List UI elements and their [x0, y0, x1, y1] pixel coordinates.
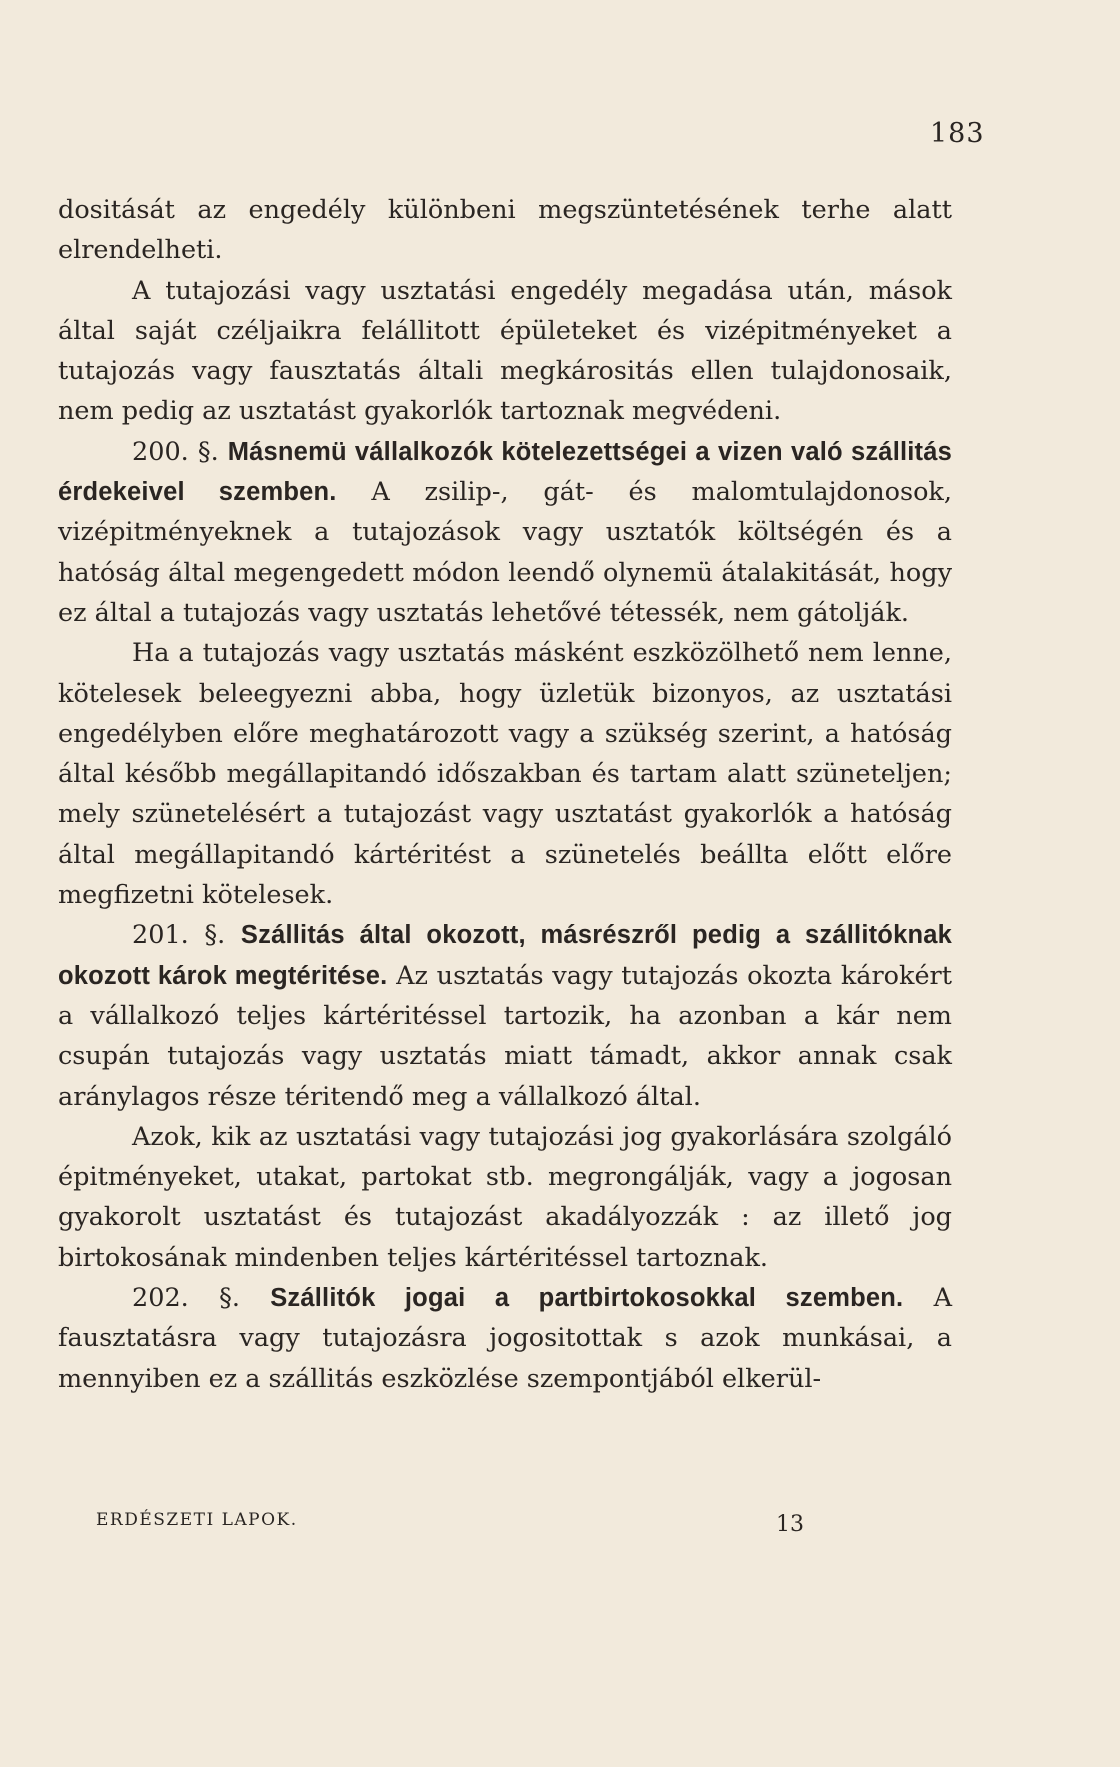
section-sign: §. — [204, 920, 226, 951]
section-paragraph: 200. §. Másnemü vállalkozók kötelezettségei a vizen való szállitás érdekeivel szemben. A zsilip-, gát- és malomtulajdonosok, vizépitményeknek a tutajozások vagy usztatók költségén és a hatóság által megengedett módon leendő olynemü átalakitását, hogy ez által a tutajozás vagy usztatás lehetővé tétessék, nem gátolják. — [58, 436, 953, 628]
section-heading: Másnemü vállalkozók kötelezettségei a vizen való szállitás érdekeivel szemben. — [58, 437, 953, 507]
section-number: 202. — [132, 1283, 189, 1314]
section-paragraph: 201. §. Szállitás által okozott, másrészről pedig a szállitóknak okozott károk megtéritése. Az usztatás vagy tutajozás okozta károkért a vállalkozó teljes kártéritéssel tartozik, ha azonban a kár nem csupán tutajozás vagy usztatás miatt támadt, akkor annak csak aránylagos része téritendő meg a vállalkozó által. — [58, 920, 952, 1112]
page-footer — [0, 1510, 1120, 1550]
signature-mark: 13 — [776, 1512, 804, 1537]
section-paragraph: 202. §. Szállitók jogai a partbirtokosokkal szemben. A fausztatásra vagy tutajozásra jogositottak s azok munkásai, a mennyiben ez a szállitás eszközlése szempontjából elkerül- — [58, 1283, 953, 1394]
page-number: 183 — [930, 118, 985, 149]
section-number: 201. — [132, 920, 189, 951]
section-heading: Szállitók jogai a partbirtokosokkal szemben. — [270, 1284, 904, 1313]
section-number: 200. — [132, 436, 189, 467]
paragraph: A tutajozási vagy usztatási engedély megadása után, mások által saját czéljaikra felállitott épületeket és vizépitményeket a tutajozás vagy fausztatás általi megkárositás ellen tulajdonosaik, nem pedig az usztatást gyakorlók tartoznak megvédeni. — [58, 275, 952, 427]
journal-title: ERDÉSZETI LAPOK. — [96, 1510, 298, 1530]
section-heading: Szállitás által okozott, másrészről pedig a szállitóknak okozott károk megtéritése. — [58, 921, 952, 990]
paragraph: dositását az engedély különbeni megszüntetésének terhe alatt elrendelheti. — [58, 195, 952, 266]
paragraph: Azok, kik az usztatási vagy tutajozási jog gyakorlására szolgáló épitményeket, utakat, partokat stb. megrongálják, vagy a jogosan gyakorolt usztatást és tutajozást akadályozzák : az illető jog birtokosának mindenben teljes kártéritéssel tartoznak. — [58, 1121, 952, 1273]
section-sign: §. — [219, 1283, 240, 1314]
paragraph: Ha a tutajozás vagy usztatás másként eszközölhető nem lenne, kötelesek beleegyezni abba, hogy üzletük bizonyos, az usztatási engedélyben előre meghatározott vagy a szükség szerint, a hatóság által később megállapitandó időszakban és tartam alatt szüneteljen; mely szünetelésért a tutajozást vagy usztatást gyakorlók a hatóság által megállapitandó kártéritést a szünetelés beállta előtt előre megfizetni kötelesek. — [58, 638, 952, 911]
section-sign: §. — [197, 436, 219, 467]
body-text — [58, 190, 952, 1399]
